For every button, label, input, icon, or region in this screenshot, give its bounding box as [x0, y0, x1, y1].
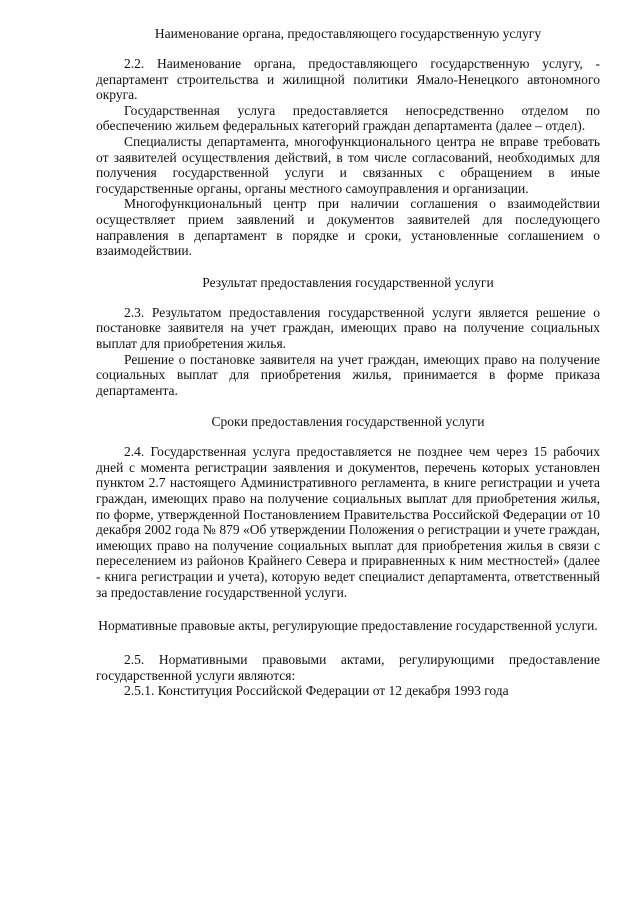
paragraph-2-3: 2.3. Результатом предоставления государственной услуги является решение о постановке заявителя на учет граждан, имеющих право на получение социальных выплат для приобретения жилья. — [96, 304, 600, 351]
section-heading-authority: Наименование органа, предоставляющего государственную услугу — [154, 26, 542, 41]
paragraph-2-5-1: 2.5.1. Конституция Российской Федерации от 12 декабря 1993 года — [124, 683, 509, 699]
section-heading-result: Результат предоставления государственной услуги — [202, 274, 494, 290]
paragraph-2-5: 2.5. Нормативными правовыми актами, регулирующими предоставление государственной услуги являются: — [96, 652, 600, 683]
paragraph-department-unit: Государственная услуга предоставляется непосредственно отделом по обеспечению жильем федеральных категорий граждан департамента (далее – отдел). — [96, 102, 600, 134]
paragraph-2-4: 2.4. Государственная услуга предоставляется не позднее чем через 15 рабочих дней с момента регистрации заявления и документов, перечень которых установлен пунктом 2.7 настоящего Административного регламента, в книге регистрации и учета граждан, имеющих право на получение социальных выплат для приобретения жилья, по форме, утвержденной Постановлением Правительства Российской Федерации от 10 декабря 2002 года № 879 «Об утверждении Положения о регистрации и учете граждан, имеющих право на получение социальных выплат для приобретения жилья в связи с переселением из районов Крайнего Севера и приравненных к ним местностей» (далее - книга регистрации и учета), которую ведет специалист департамента, ответственный за предоставление государственной услуги. — [96, 444, 600, 600]
paragraph-mfc: Многофункциональный центр при наличии соглашения о взаимодействии осуществляет прием заявлений и документов заявителей для последующего направления в департамент в порядке и сроки, установленные соглашением о взаимодействии. — [96, 196, 600, 259]
paragraph-specialists: Специалисты департамента, многофункционального центра не вправе требовать от заявителей осуществления действий, в том числе согласований, необходимых для получения государственной услуги и связанных с обращением в иные государственные органы, органы местного самоуправления и организации. — [96, 133, 600, 196]
paragraph-2-2: 2.2. Наименование органа, предоставляющего государственную услугу, - департамент строительства и жилищной политики Ямало-Ненецкого автономного округа. — [96, 56, 600, 103]
section-heading-terms: Сроки предоставления государственной услуги — [211, 414, 485, 430]
section-heading-legal-acts: Нормативные правовые акты, регулирующие предоставление государственной услуги. — [98, 618, 598, 634]
paragraph-decision: Решение о постановке заявителя на учет граждан, имеющих право на получение социальных выплат для приобретения жилья, принимается в форме приказа департамента. — [96, 351, 600, 398]
